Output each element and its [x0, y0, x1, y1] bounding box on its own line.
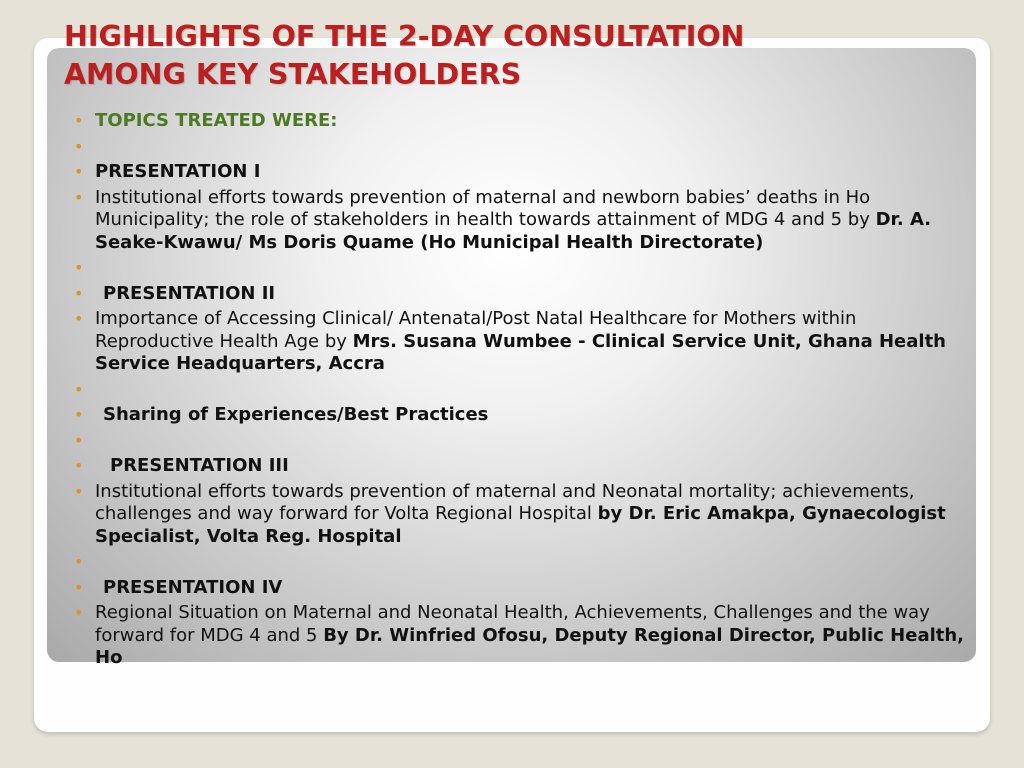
bullet-icon: • — [74, 456, 84, 475]
sharing-experiences: Sharing of Experiences/Best Practices — [103, 404, 489, 425]
bullet-icon: • — [74, 258, 84, 277]
presentation-2-presenter: Mrs. Susana Wumbee - Clinical Service Unit, Ghana Health Service Headquarters, Accra — [95, 330, 946, 374]
bullet-icon: • — [74, 283, 84, 303]
bullet-icon: • — [74, 552, 84, 571]
presentation-4-text: Regional Situation on Maternal and Neonatal Health, Achievements, Challenges and the way forward for MDG 4 and 5 — [95, 602, 930, 646]
bullet-icon: • — [74, 309, 84, 328]
list-item-empty — [74, 257, 974, 280]
presentation-2-heading: PRESENTATION II — [103, 282, 276, 304]
presentation-3-presenter: by Dr. Eric Amakpa, Gynaecologist Specialist, Volta Reg. Hospital — [95, 503, 946, 547]
title-line-2: AMONG KEY STAKEHOLDERS — [64, 58, 522, 91]
list-item-empty — [74, 430, 974, 453]
bullet-icon: • — [74, 111, 84, 130]
presentation-4-heading: PRESENTATION IV — [103, 576, 283, 598]
title-line-1: HIGHLIGHTS OF THE 2-DAY CONSULTATION — [64, 20, 745, 53]
bullet-icon: • — [74, 603, 84, 622]
presentation-2-text: Importance of Accessing Clinical/ Antenatal/Post Natal Healthcare for Mothers within Reproductive Health Age by — [95, 308, 857, 352]
list-item — [74, 110, 974, 133]
list-item — [74, 577, 974, 600]
presentation-1-heading: PRESENTATION I — [95, 161, 261, 182]
bullet-icon: • — [74, 162, 84, 181]
presentation-1-presenter: Dr. A. Seake-Kwawu/ Ms Doris Quame (Ho Municipal Health Directorate) — [95, 209, 932, 253]
presentation-1-text: Institutional efforts towards prevention of maternal and newborn babies’ deaths in Ho Municipality; the role of stakeholders in health towards attainment of MDG 4 and 5 by — [95, 186, 876, 230]
presentation-3-text: Institutional efforts towards prevention of maternal and Neonatal mortality; achievements, challenges and way forward for Volta Regional Hospital — [95, 480, 915, 524]
slide-title — [64, 18, 964, 94]
list-item — [74, 187, 974, 255]
list-item — [74, 481, 974, 549]
bullet-icon: • — [74, 481, 84, 501]
bullet-icon: • — [74, 577, 84, 597]
list-item — [74, 308, 974, 376]
list-item — [74, 161, 974, 184]
list-item-empty — [74, 136, 974, 159]
bullet-list — [74, 110, 974, 673]
presentation-3-heading: PRESENTATION III — [110, 455, 289, 476]
topics-heading: TOPICS TREATED WERE: — [95, 110, 338, 131]
list-item — [74, 283, 974, 306]
list-item — [74, 404, 974, 427]
list-item-empty — [74, 551, 974, 574]
bullet-icon: • — [74, 136, 84, 156]
bullet-icon: • — [74, 430, 84, 450]
bullet-icon: • — [74, 379, 84, 399]
presentation-4-presenter: By Dr. Winfried Ofosu, Deputy Regional Director, Public Health, Ho — [95, 624, 965, 668]
list-item — [74, 602, 974, 670]
bullet-icon: • — [74, 187, 84, 207]
list-item-empty — [74, 379, 974, 402]
list-item — [74, 455, 974, 478]
bullet-icon: • — [74, 405, 84, 424]
